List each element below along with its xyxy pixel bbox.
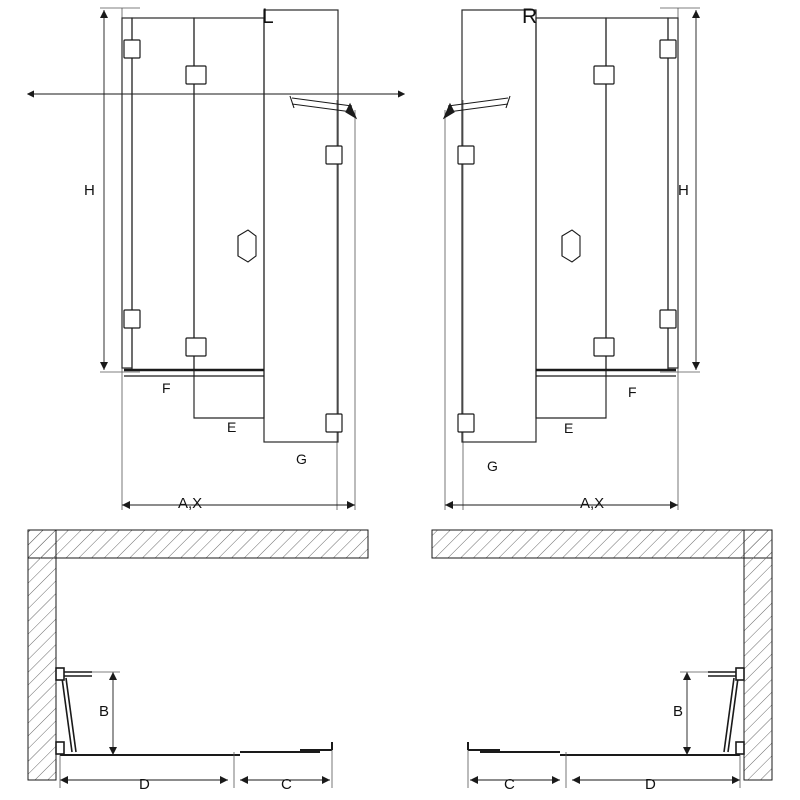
door-handle <box>562 230 580 262</box>
door-leaf <box>708 668 744 754</box>
dimension-ax-left <box>122 501 355 509</box>
dimension-h-right <box>692 10 700 370</box>
label-panel-e-right: E <box>564 420 574 436</box>
label-panel-g-left: G <box>296 451 307 467</box>
label-c-right: C <box>504 776 515 793</box>
label-panel-f-right: F <box>628 384 637 400</box>
label-panel-g-right: G <box>487 458 498 474</box>
label-b-left: B <box>99 703 110 720</box>
plan-right-group <box>432 530 772 788</box>
stabilizer-bar <box>290 96 356 118</box>
label-ax-right: A,X <box>580 495 605 512</box>
label-panel-e-left: E <box>227 419 237 435</box>
label-d-right: D <box>645 776 656 793</box>
view-title-right: R <box>522 5 538 28</box>
dimension-b-right <box>680 672 708 755</box>
label-d-left: D <box>139 776 150 793</box>
wall-hatch <box>28 530 368 780</box>
door-handle <box>238 230 256 262</box>
stabilizer-bar <box>444 96 510 118</box>
plan-left-group <box>28 530 368 788</box>
label-h-left: H <box>84 182 95 199</box>
elevation-left-group <box>34 5 398 510</box>
label-c-left: C <box>281 776 292 793</box>
label-panel-f-left: F <box>162 380 171 396</box>
wall-hatch <box>432 530 772 780</box>
hinge <box>124 40 342 435</box>
dimension-ax-right <box>445 501 678 509</box>
label-h-right: H <box>678 182 689 199</box>
label-ax-left: A,X <box>178 495 203 512</box>
label-b-right: B <box>673 703 684 720</box>
view-title-left: L <box>262 5 274 28</box>
door-leaf <box>56 668 92 754</box>
